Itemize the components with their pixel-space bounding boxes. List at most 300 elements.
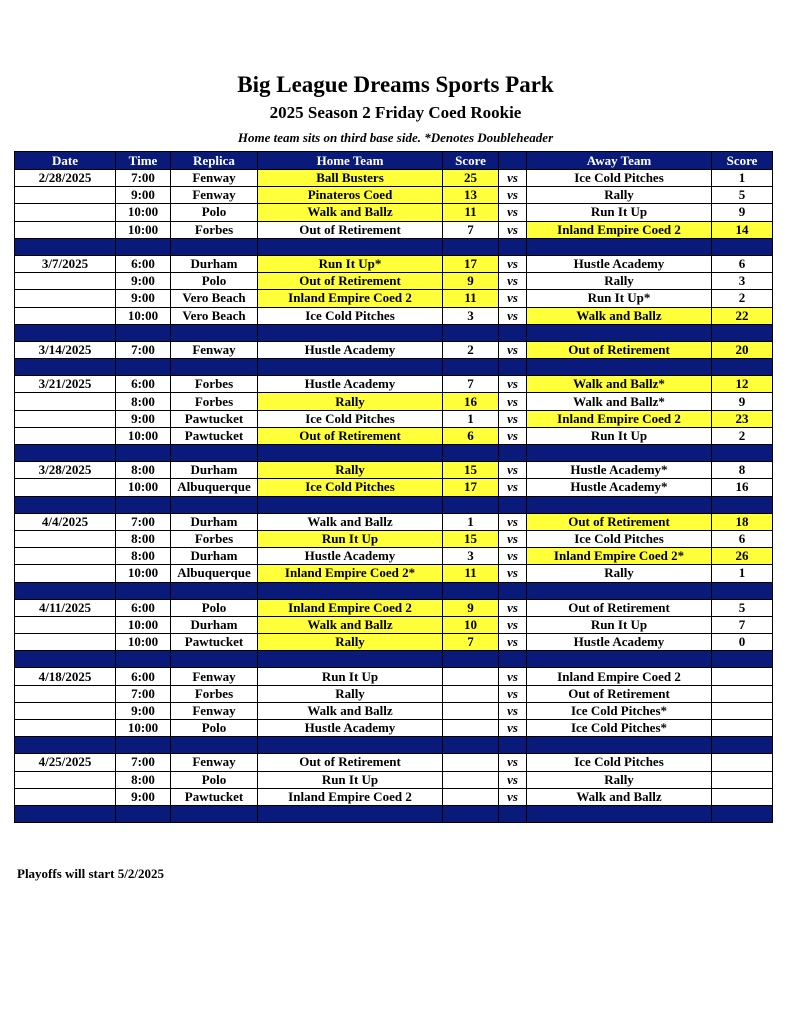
home-team: Out of Retirement	[258, 754, 443, 771]
separator-cell	[171, 805, 258, 822]
game-row	[15, 599, 773, 616]
game-replica: Forbes	[171, 393, 258, 410]
separator-cell	[258, 445, 443, 462]
away-team: Ice Cold Pitches*	[527, 702, 712, 719]
game-date	[15, 616, 116, 633]
game-replica: Polo	[171, 204, 258, 221]
separator-cell	[443, 651, 499, 668]
col-date: Date	[15, 152, 116, 170]
game-time: 9:00	[116, 788, 171, 805]
separator-cell	[15, 805, 116, 822]
home-team: Out of Retirement	[258, 273, 443, 290]
separator-cell	[15, 238, 116, 255]
separator-cell	[712, 359, 773, 376]
game-row	[15, 771, 773, 788]
game-time: 10:00	[116, 427, 171, 444]
game-row	[15, 702, 773, 719]
week-separator	[15, 445, 773, 462]
game-replica: Forbes	[171, 376, 258, 393]
home-score: 25	[443, 170, 499, 187]
home-team: Ice Cold Pitches	[258, 410, 443, 427]
separator-cell	[116, 496, 171, 513]
separator-cell	[15, 324, 116, 341]
away-team: Ice Cold Pitches	[527, 754, 712, 771]
separator-cell	[712, 445, 773, 462]
vs-label: vs	[499, 462, 527, 479]
away-team: Hustle Academy*	[527, 479, 712, 496]
home-team: Hustle Academy	[258, 548, 443, 565]
separator-cell	[712, 805, 773, 822]
game-time: 8:00	[116, 530, 171, 547]
away-team: Walk and Ballz	[527, 307, 712, 324]
vs-label: vs	[499, 290, 527, 307]
game-date	[15, 548, 116, 565]
separator-cell	[527, 359, 712, 376]
game-time: 10:00	[116, 479, 171, 496]
game-time: 9:00	[116, 273, 171, 290]
separator-cell	[15, 496, 116, 513]
game-date	[15, 427, 116, 444]
home-score: 13	[443, 187, 499, 204]
separator-cell	[15, 651, 116, 668]
away-team: Out of Retirement	[527, 341, 712, 358]
game-replica: Polo	[171, 720, 258, 737]
away-score: 8	[712, 462, 773, 479]
vs-label: vs	[499, 565, 527, 582]
vs-label: vs	[499, 771, 527, 788]
home-score	[443, 788, 499, 805]
home-score: 3	[443, 307, 499, 324]
game-time: 10:00	[116, 634, 171, 651]
vs-label: vs	[499, 513, 527, 530]
game-date	[15, 565, 116, 582]
away-team: Walk and Ballz*	[527, 376, 712, 393]
away-team: Ice Cold Pitches*	[527, 720, 712, 737]
game-time: 6:00	[116, 668, 171, 685]
game-row	[15, 221, 773, 238]
game-time: 6:00	[116, 255, 171, 272]
game-row	[15, 788, 773, 805]
away-score: 0	[712, 634, 773, 651]
separator-cell	[443, 582, 499, 599]
game-date	[15, 685, 116, 702]
separator-cell	[116, 651, 171, 668]
vs-label: vs	[499, 410, 527, 427]
home-team: Hustle Academy	[258, 720, 443, 737]
game-replica: Forbes	[171, 530, 258, 547]
away-team: Walk and Ballz	[527, 788, 712, 805]
game-row	[15, 204, 773, 221]
game-replica: Fenway	[171, 187, 258, 204]
home-team: Ball Busters	[258, 170, 443, 187]
game-date	[15, 393, 116, 410]
home-score	[443, 754, 499, 771]
away-score: 5	[712, 187, 773, 204]
home-team: Walk and Ballz	[258, 513, 443, 530]
game-row	[15, 255, 773, 272]
separator-cell	[116, 445, 171, 462]
game-time: 8:00	[116, 462, 171, 479]
separator-cell	[116, 324, 171, 341]
home-score: 17	[443, 255, 499, 272]
game-date: 2/28/2025	[15, 170, 116, 187]
game-date: 3/28/2025	[15, 462, 116, 479]
separator-cell	[171, 324, 258, 341]
game-time: 10:00	[116, 221, 171, 238]
game-date	[15, 788, 116, 805]
separator-cell	[443, 805, 499, 822]
separator-cell	[171, 445, 258, 462]
home-score: 17	[443, 479, 499, 496]
col-time: Time	[116, 152, 171, 170]
away-score	[712, 720, 773, 737]
separator-cell	[712, 324, 773, 341]
home-score: 11	[443, 204, 499, 221]
game-replica: Pawtucket	[171, 427, 258, 444]
home-score	[443, 771, 499, 788]
away-score: 2	[712, 427, 773, 444]
separator-cell	[527, 324, 712, 341]
game-date	[15, 530, 116, 547]
game-row	[15, 187, 773, 204]
separator-cell	[443, 324, 499, 341]
separator-cell	[15, 737, 116, 754]
game-time: 8:00	[116, 393, 171, 410]
week-separator	[15, 238, 773, 255]
separator-cell	[499, 445, 527, 462]
separator-cell	[499, 324, 527, 341]
away-score: 23	[712, 410, 773, 427]
vs-label: vs	[499, 255, 527, 272]
game-replica: Albuquerque	[171, 479, 258, 496]
game-row	[15, 341, 773, 358]
game-row	[15, 462, 773, 479]
separator-cell	[171, 238, 258, 255]
vs-label: vs	[499, 599, 527, 616]
separator-cell	[527, 496, 712, 513]
away-team: Inland Empire Coed 2	[527, 668, 712, 685]
game-time: 8:00	[116, 548, 171, 565]
game-row	[15, 393, 773, 410]
separator-cell	[258, 805, 443, 822]
game-date	[15, 221, 116, 238]
game-row	[15, 307, 773, 324]
away-score: 18	[712, 513, 773, 530]
separator-cell	[499, 582, 527, 599]
away-team: Out of Retirement	[527, 685, 712, 702]
away-team: Walk and Ballz*	[527, 393, 712, 410]
week-separator	[15, 805, 773, 822]
vs-label: vs	[499, 616, 527, 633]
separator-cell	[171, 359, 258, 376]
vs-label: vs	[499, 685, 527, 702]
game-replica: Fenway	[171, 668, 258, 685]
game-replica: Fenway	[171, 702, 258, 719]
home-team: Walk and Ballz	[258, 702, 443, 719]
home-score: 1	[443, 410, 499, 427]
game-replica: Polo	[171, 599, 258, 616]
away-team: Out of Retirement	[527, 599, 712, 616]
col-vs	[499, 152, 527, 170]
away-team: Rally	[527, 565, 712, 582]
game-date: 3/21/2025	[15, 376, 116, 393]
home-score: 9	[443, 273, 499, 290]
separator-cell	[15, 359, 116, 376]
separator-cell	[116, 582, 171, 599]
separator-cell	[527, 737, 712, 754]
vs-label: vs	[499, 530, 527, 547]
separator-cell	[527, 805, 712, 822]
game-time: 10:00	[116, 616, 171, 633]
game-row	[15, 513, 773, 530]
col-home-team: Home Team	[258, 152, 443, 170]
separator-cell	[499, 651, 527, 668]
home-team: Run It Up	[258, 771, 443, 788]
game-time: 10:00	[116, 720, 171, 737]
home-team: Walk and Ballz	[258, 204, 443, 221]
game-row	[15, 290, 773, 307]
home-team: Pinateros Coed	[258, 187, 443, 204]
home-score: 6	[443, 427, 499, 444]
separator-cell	[499, 238, 527, 255]
game-row	[15, 376, 773, 393]
separator-cell	[443, 238, 499, 255]
away-score: 26	[712, 548, 773, 565]
home-score: 2	[443, 341, 499, 358]
separator-cell	[499, 359, 527, 376]
game-replica: Durham	[171, 255, 258, 272]
vs-label: vs	[499, 479, 527, 496]
away-team: Run It Up	[527, 204, 712, 221]
separator-cell	[712, 651, 773, 668]
vs-label: vs	[499, 221, 527, 238]
separator-cell	[258, 737, 443, 754]
home-score: 15	[443, 530, 499, 547]
home-score: 1	[443, 513, 499, 530]
away-score	[712, 771, 773, 788]
game-time: 9:00	[116, 702, 171, 719]
col-replica: Replica	[171, 152, 258, 170]
home-score	[443, 720, 499, 737]
home-score	[443, 685, 499, 702]
separator-cell	[258, 359, 443, 376]
game-time: 7:00	[116, 754, 171, 771]
game-date: 4/25/2025	[15, 754, 116, 771]
home-score: 15	[443, 462, 499, 479]
game-replica: Durham	[171, 462, 258, 479]
away-score: 22	[712, 307, 773, 324]
separator-cell	[116, 805, 171, 822]
away-team: Inland Empire Coed 2	[527, 410, 712, 427]
separator-cell	[443, 359, 499, 376]
away-score: 9	[712, 393, 773, 410]
home-team: Run It Up*	[258, 255, 443, 272]
header-row	[15, 152, 773, 170]
separator-cell	[443, 737, 499, 754]
away-team: Rally	[527, 273, 712, 290]
game-time: 9:00	[116, 187, 171, 204]
game-date: 4/4/2025	[15, 513, 116, 530]
game-replica: Fenway	[171, 754, 258, 771]
game-replica: Vero Beach	[171, 290, 258, 307]
game-time: 7:00	[116, 685, 171, 702]
game-replica: Durham	[171, 616, 258, 633]
page-note: Home team sits on third base side. *Denotes Doubleheader	[237, 130, 554, 145]
separator-cell	[499, 805, 527, 822]
away-score	[712, 685, 773, 702]
game-replica: Fenway	[171, 170, 258, 187]
away-score	[712, 702, 773, 719]
game-replica: Pawtucket	[171, 788, 258, 805]
playoffs-note: Playoffs will start 5/2/2025	[17, 866, 164, 881]
game-row	[15, 170, 773, 187]
game-row	[15, 754, 773, 771]
separator-cell	[171, 737, 258, 754]
away-score	[712, 788, 773, 805]
home-team: Inland Empire Coed 2*	[258, 565, 443, 582]
game-time: 7:00	[116, 513, 171, 530]
separator-cell	[171, 496, 258, 513]
away-score	[712, 754, 773, 771]
separator-cell	[443, 445, 499, 462]
schedule-table	[14, 151, 773, 823]
game-replica: Durham	[171, 548, 258, 565]
home-team: Hustle Academy	[258, 341, 443, 358]
game-time: 8:00	[116, 771, 171, 788]
game-time: 10:00	[116, 565, 171, 582]
separator-cell	[499, 496, 527, 513]
game-date	[15, 479, 116, 496]
away-score: 16	[712, 479, 773, 496]
home-team: Out of Retirement	[258, 427, 443, 444]
game-row	[15, 273, 773, 290]
separator-cell	[712, 582, 773, 599]
separator-cell	[499, 737, 527, 754]
home-team: Ice Cold Pitches	[258, 479, 443, 496]
away-team: Hustle Academy	[527, 634, 712, 651]
game-row	[15, 565, 773, 582]
game-date	[15, 307, 116, 324]
week-separator	[15, 324, 773, 341]
away-team: Ice Cold Pitches	[527, 170, 712, 187]
schedule-body	[15, 170, 773, 823]
away-team: Out of Retirement	[527, 513, 712, 530]
away-team: Hustle Academy	[527, 255, 712, 272]
game-date: 4/18/2025	[15, 668, 116, 685]
away-score: 3	[712, 273, 773, 290]
game-row	[15, 616, 773, 633]
game-replica: Vero Beach	[171, 307, 258, 324]
home-score: 9	[443, 599, 499, 616]
home-score: 7	[443, 376, 499, 393]
separator-cell	[527, 445, 712, 462]
home-team: Inland Empire Coed 2	[258, 599, 443, 616]
vs-label: vs	[499, 341, 527, 358]
away-team: Run It Up	[527, 616, 712, 633]
separator-cell	[171, 651, 258, 668]
away-team: Run It Up	[527, 427, 712, 444]
separator-cell	[116, 737, 171, 754]
game-time: 10:00	[116, 204, 171, 221]
home-team: Out of Retirement	[258, 221, 443, 238]
separator-cell	[527, 238, 712, 255]
vs-label: vs	[499, 720, 527, 737]
week-separator	[15, 737, 773, 754]
game-date: 3/14/2025	[15, 341, 116, 358]
game-date	[15, 771, 116, 788]
vs-label: vs	[499, 204, 527, 221]
game-replica: Polo	[171, 771, 258, 788]
game-row	[15, 685, 773, 702]
away-team: Run It Up*	[527, 290, 712, 307]
vs-label: vs	[499, 702, 527, 719]
separator-cell	[712, 238, 773, 255]
separator-cell	[116, 359, 171, 376]
week-separator	[15, 582, 773, 599]
game-replica: Fenway	[171, 341, 258, 358]
home-score: 10	[443, 616, 499, 633]
separator-cell	[258, 324, 443, 341]
vs-label: vs	[499, 754, 527, 771]
away-team: Ice Cold Pitches	[527, 530, 712, 547]
page-subtitle: 2025 Season 2 Friday Coed Rookie	[269, 103, 522, 122]
game-replica: Forbes	[171, 685, 258, 702]
vs-label: vs	[499, 307, 527, 324]
game-date	[15, 204, 116, 221]
home-team: Walk and Ballz	[258, 616, 443, 633]
week-separator	[15, 651, 773, 668]
game-date	[15, 410, 116, 427]
home-score: 16	[443, 393, 499, 410]
separator-cell	[258, 651, 443, 668]
home-team: Inland Empire Coed 2	[258, 788, 443, 805]
game-row	[15, 530, 773, 547]
home-team: Rally	[258, 462, 443, 479]
game-date	[15, 290, 116, 307]
home-team: Rally	[258, 393, 443, 410]
separator-cell	[712, 496, 773, 513]
vs-label: vs	[499, 187, 527, 204]
col-away-score: Score	[712, 152, 773, 170]
vs-label: vs	[499, 788, 527, 805]
game-date: 4/11/2025	[15, 599, 116, 616]
away-team: Inland Empire Coed 2	[527, 221, 712, 238]
game-row	[15, 720, 773, 737]
game-row	[15, 634, 773, 651]
home-team: Run It Up	[258, 530, 443, 547]
away-score: 7	[712, 616, 773, 633]
separator-cell	[116, 238, 171, 255]
home-score	[443, 668, 499, 685]
separator-cell	[527, 651, 712, 668]
game-date	[15, 702, 116, 719]
away-team: Inland Empire Coed 2*	[527, 548, 712, 565]
game-replica: Pawtucket	[171, 410, 258, 427]
home-team: Run It Up	[258, 668, 443, 685]
game-replica: Forbes	[171, 221, 258, 238]
home-team: Ice Cold Pitches	[258, 307, 443, 324]
home-team: Rally	[258, 634, 443, 651]
vs-label: vs	[499, 427, 527, 444]
home-score: 11	[443, 565, 499, 582]
vs-label: vs	[499, 668, 527, 685]
vs-label: vs	[499, 548, 527, 565]
away-score: 6	[712, 530, 773, 547]
home-team: Hustle Academy	[258, 376, 443, 393]
separator-cell	[171, 582, 258, 599]
game-time: 9:00	[116, 410, 171, 427]
away-score: 12	[712, 376, 773, 393]
